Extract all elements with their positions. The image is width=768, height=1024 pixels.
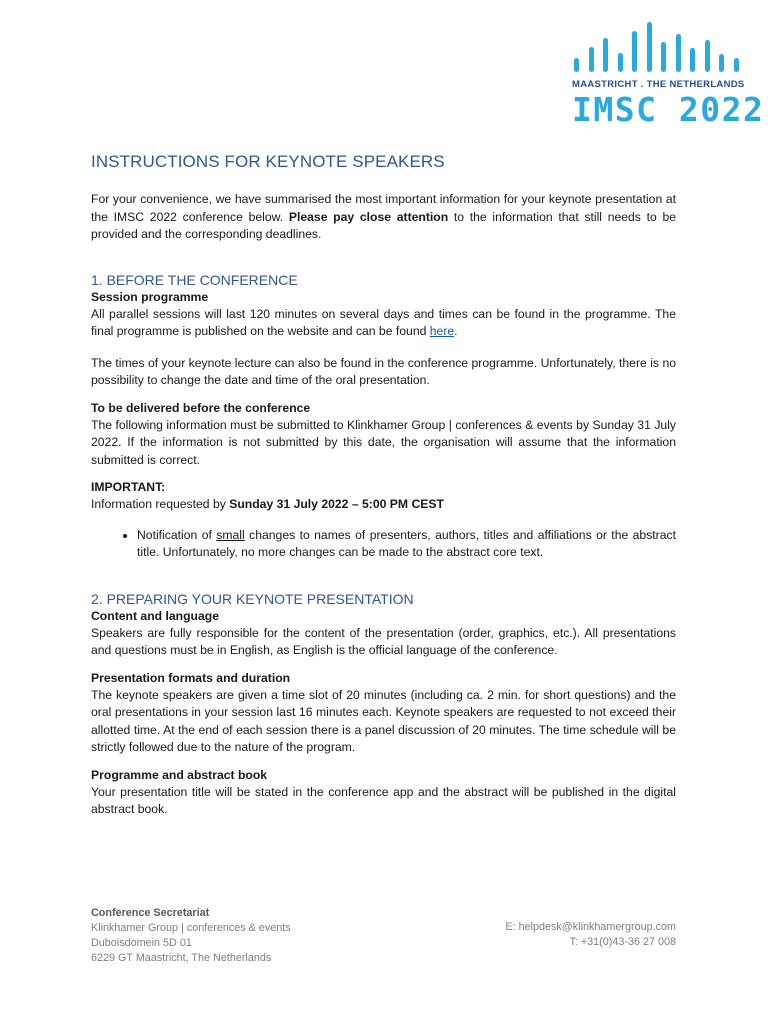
- session-programme-paragraph: [91, 306, 676, 341]
- section-heading-preparing: 2. PREPARING YOUR KEYNOTE PRESENTATION: [91, 590, 414, 607]
- logo-bar: [603, 38, 608, 72]
- requested-paragraph: [91, 496, 676, 514]
- logo-title: IMSC 2022: [572, 90, 765, 129]
- bullet-underlined: small: [216, 527, 245, 542]
- intro-paragraph: [91, 191, 676, 244]
- subheading-abstract-book: Programme and abstract book: [91, 767, 268, 782]
- subheading-to-be-delivered: To be delivered before the conference: [91, 400, 311, 415]
- programme-link[interactable]: here: [429, 324, 455, 338]
- bullet-text-end: changes to names of presenters, authors, titles and affiliations or the abstract title. Unfortunately, no more changes can be made to the abstract core text.: [137, 527, 677, 559]
- section-heading-before-conference: 1. BEFORE THE CONFERENCE: [91, 271, 298, 288]
- session-programme-text: All parallel sessions will last 120 minutes on several days and times can be found in the programme. The final programme is published on the website and can be found: [91, 306, 676, 338]
- intro-emphasis: Please pay close attention: [288, 209, 449, 224]
- book-paragraph: Your presentation title will be stated in the conference app and the abstract will be published in the digital abstract book.: [91, 784, 676, 816]
- logo-location: MAASTRICHT . THE NETHERLANDS: [572, 79, 745, 90]
- footer-city: 6229 GT Maastricht, The Netherlands: [91, 952, 272, 964]
- session-programme-end: .: [454, 324, 458, 338]
- logo-bar: [661, 42, 666, 72]
- bullet-text: Notification of: [137, 527, 217, 542]
- logo-bar: [618, 53, 623, 72]
- subheading-formats: Presentation formats and duration: [91, 670, 291, 685]
- formats-paragraph: The keynote speakers are given a time slot of 20 minutes (including ca. 2 min. for short questions) and the oral presentations in your session last 16 minutes each. Keynote speakers are requested to not exceed their allotted time. At the end of each session there is a panel discussion of 20 minutes. The time schedule will be strictly followed due to the nature of the program.: [91, 687, 676, 754]
- times-paragraph: The times of your keynote lecture can also be found in the conference programme. Unfortunately, there is no possibility to change the date and time of the oral presentation.: [91, 355, 676, 387]
- changes-list: [91, 527, 676, 562]
- requested-text: Information requested by: [91, 497, 230, 511]
- important-label: IMPORTANT:: [91, 480, 166, 494]
- footer-title: Conference Secretariat: [91, 907, 210, 919]
- footer-contact: [376, 920, 676, 950]
- logo-bar: [574, 58, 579, 72]
- logo-bar: [589, 47, 594, 72]
- requested-deadline: Sunday 31 July 2022 – 5:00 PM CEST: [229, 497, 444, 511]
- footer-street: Duboisdomein 5D 01: [91, 937, 192, 949]
- logo-bar: [676, 34, 681, 72]
- intro-text: For your convenience, we have summarised the most important information for your keynote presentation at the IMSC 2022 conference below.: [91, 192, 676, 224]
- logo-bar: [734, 58, 739, 72]
- subheading-content-language: Content and language: [91, 608, 219, 623]
- footer-phone: T: +31(0)43-36 27 008: [569, 936, 676, 948]
- deliver-paragraph: The following information must be submitted to Klinkhamer Group | conferences & events by Sunday 31 July 2022. If the information is not submitted by this date, the organisation will assume that the information submitted is correct.: [91, 417, 676, 467]
- footer-address: [91, 906, 391, 966]
- subheading-session-programme: Session programme: [91, 289, 209, 304]
- logo-bar: [632, 31, 637, 72]
- logo-sound-bars: [572, 20, 750, 72]
- page-title: INSTRUCTIONS FOR KEYNOTE SPEAKERS: [91, 152, 445, 171]
- logo-bar: [690, 48, 695, 72]
- logo-bar: [647, 22, 652, 72]
- document-body: [91, 152, 676, 819]
- logo-bar: [705, 40, 710, 72]
- logo-bar: [719, 54, 724, 72]
- footer-email: E: helpdesk@klinkhamergroup.com: [505, 921, 676, 933]
- footer-org: Klinkhamer Group | conferences & events: [91, 922, 291, 934]
- intro-text-end: to the information that still needs to be provided and the corresponding deadlines.: [91, 209, 677, 241]
- list-item: [137, 527, 676, 562]
- content-paragraph: Speakers are fully responsible for the content of the presentation (order, graphics, etc.). All presentations and questions must be in English, as English is the official language of the conference.: [91, 625, 676, 657]
- imsc-logo: [572, 20, 765, 132]
